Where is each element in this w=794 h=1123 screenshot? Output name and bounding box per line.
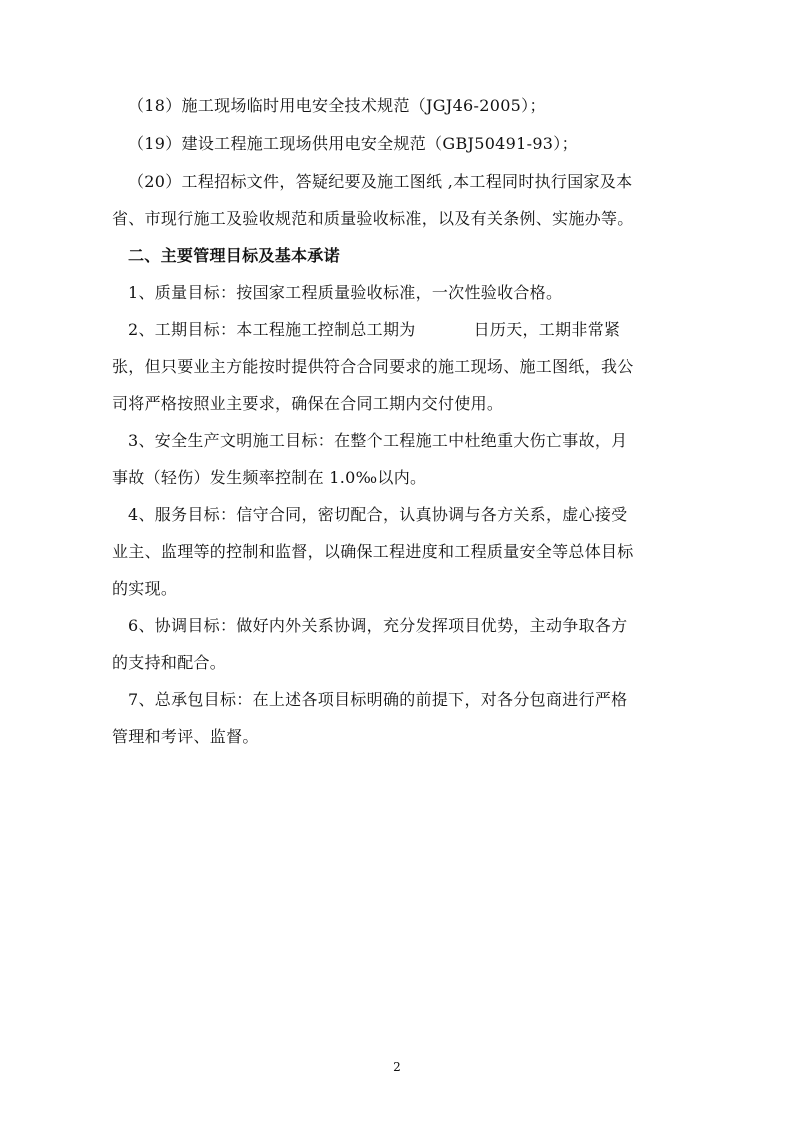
coordination-goal-line-2: 的支持和配合。 (112, 653, 227, 672)
service-goal-line-1: 4、服务目标：信守合同，密切配合，认真协调与各方关系，虚心接受 (128, 505, 628, 524)
schedule-goal-line-1 (128, 320, 620, 340)
schedule-goal-text-end: 日历天，工期非常紧 (473, 320, 621, 339)
page-number: 2 (393, 1060, 401, 1074)
safety-goal-line-2: 事故（轻伤）发生频率控制在 1.0‰以内。 (112, 468, 427, 487)
reference-item-20: （20）工程招标文件，答疑纪要及施工图纸 ,本工程同时执行国家及本 (128, 172, 633, 191)
coordination-goal-line-1: 6、协调目标：做好内外关系协调，充分发挥项目优势，主动争取各方 (128, 616, 628, 635)
section-heading: 二、主要管理目标及基本承诺 (128, 246, 340, 265)
quality-goal: 1、质量目标：按国家工程质量验收标准，一次性验收合格。 (128, 283, 563, 302)
schedule-goal-line-2: 张，但只要业主方能按时提供符合合同要求的施工现场、施工图纸，我公 (112, 357, 634, 376)
schedule-goal-text-start: 2、工期目标：本工程施工控制总工期为 (128, 320, 416, 339)
service-goal-line-3: 的实现。 (112, 579, 178, 598)
schedule-goal-line-3: 司将严格按照业主要求，确保在合同工期内交付使用。 (112, 394, 504, 413)
safety-goal-line-1: 3、安全生产文明施工目标：在整个工程施工中杜绝重大伤亡事故，月 (128, 431, 628, 450)
reference-item-20-continued: 省、市现行施工及验收规范和质量验收标准，以及有关条例、实施办等。 (112, 209, 634, 228)
reference-item-18: （18）施工现场临时用电安全技术规范（JGJ46-2005）； (128, 96, 546, 115)
contracting-goal-line-1: 7、总承包目标：在上述各项目标明确的前提下，对各分包商进行严格 (128, 690, 628, 709)
contracting-goal-line-2: 管理和考评、监督。 (112, 727, 259, 746)
reference-item-19: （19）建设工程施工现场供用电安全规范（GBJ50491-93）； (128, 134, 578, 153)
service-goal-line-2: 业主、监理等的控制和监督，以确保工程进度和工程质量安全等总体目标 (112, 542, 634, 561)
